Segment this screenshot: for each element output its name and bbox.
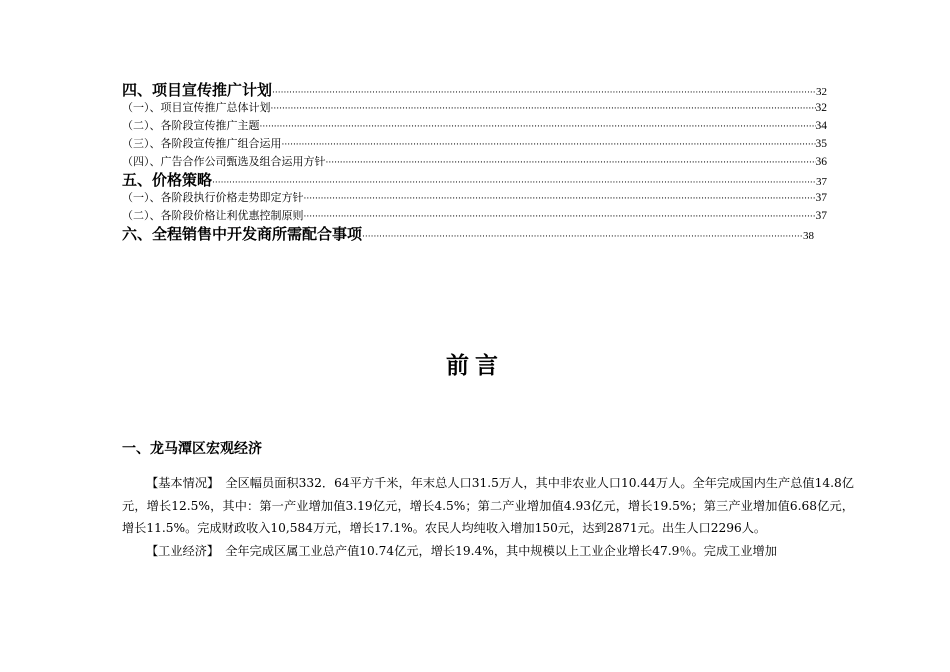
toc-page-number: 35 xyxy=(815,138,827,150)
toc-entry[interactable] xyxy=(122,99,827,117)
toc-page-number: 32 xyxy=(815,102,827,114)
toc-page-number: 38 xyxy=(803,230,814,242)
toc-entry[interactable] xyxy=(122,117,827,135)
toc-page-number: 34 xyxy=(815,120,827,132)
toc-entry[interactable] xyxy=(122,153,827,171)
toc-entry-label: （一）、项目宣传推广总体计划 xyxy=(122,101,271,114)
toc-entry-label: （三）、各阶段宣传推广组合运用 xyxy=(122,137,282,150)
toc-leader-dots xyxy=(271,100,816,118)
toc-leader-dots xyxy=(362,228,803,246)
toc-entry-label: 五、价格策略 xyxy=(122,171,213,189)
section-heading: 一、龙马潭区宏观经济 xyxy=(122,441,262,457)
toc-entry-label: （一）、各阶段执行价格走势即定方针 xyxy=(122,191,304,204)
table-of-contents xyxy=(122,81,827,243)
toc-leader-dots xyxy=(326,154,816,172)
toc-entry-label: 六、全程销售中开发商所需配合事项 xyxy=(122,225,363,243)
toc-entry-label: （二）、各阶段宣传推广主题 xyxy=(122,119,260,132)
toc-entry-label: （二）、各阶段价格让利优惠控制原则 xyxy=(122,209,304,222)
paragraph: 【基本情况】 全区幅员面积332．64平方千米，年末总人口31.5万人，其中非农业人口10.44万人。全年完成国内生产总值14.8亿元，增长12.5%，其中：第一产业增加值3.19亿元，增长4.5%；第二产业增加值4.93亿元，增长19.5%；第三产业增加值6.68亿元，增长11.5%。完成财政收入10,584万元，增长17.1%。农民人均纯收入增加150元，达到2871元。出生人口2296人。 xyxy=(122,476,854,535)
toc-entry[interactable] xyxy=(122,225,814,243)
toc-leader-dots xyxy=(304,190,816,208)
toc-page-number: 37 xyxy=(816,176,827,188)
toc-entry[interactable] xyxy=(122,171,827,189)
toc-page-number: 37 xyxy=(815,210,827,222)
toc-page-number: 37 xyxy=(815,192,827,204)
paragraph: 【工业经济】 全年完成区属工业总产值10.74亿元，增长19.4%，其中规模以上工业企业增长47.9％。完成工业增加 xyxy=(146,543,777,558)
body-text xyxy=(122,472,854,562)
toc-page-number: 32 xyxy=(816,86,827,98)
toc-entry-label: 四、项目宣传推广计划 xyxy=(122,81,273,99)
toc-page-number: 36 xyxy=(815,156,827,168)
toc-leader-dots xyxy=(260,118,816,136)
toc-entry-label: （四）、广告合作公司甄选及组合运用方针 xyxy=(122,155,326,168)
toc-entry[interactable] xyxy=(122,207,827,225)
toc-entry[interactable] xyxy=(122,135,827,153)
toc-leader-dots xyxy=(304,208,816,226)
toc-leader-dots xyxy=(282,136,816,154)
toc-entry[interactable] xyxy=(122,189,827,207)
toc-entry[interactable] xyxy=(122,81,827,99)
page-title: 前言 xyxy=(446,353,504,379)
